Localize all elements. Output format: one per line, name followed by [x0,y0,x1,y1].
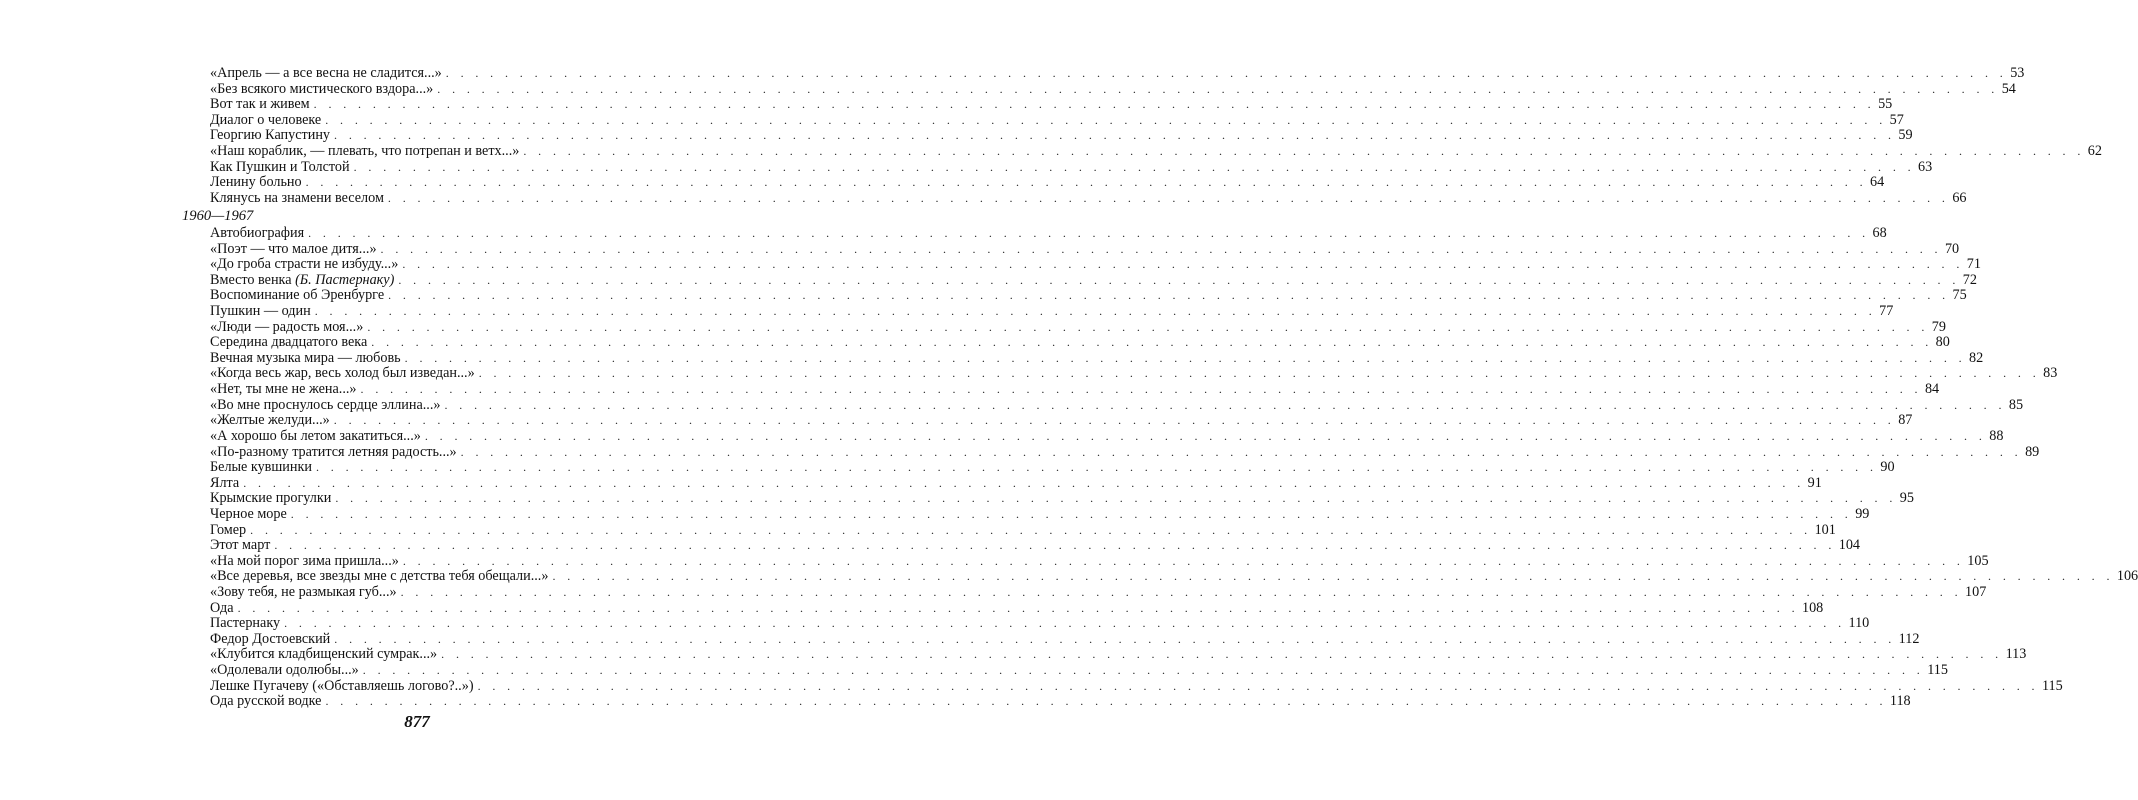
toc-entry-title-text: «Поэт — что малое дитя...» [210,240,377,257]
dot-leader [334,413,1895,429]
toc-entry-page: 79 [1931,318,1946,335]
toc-entry-title-text: «На мой порог зима пришла...» [210,552,399,569]
toc-entry-page: 62 [2087,143,2102,160]
dot-leader [250,523,1811,539]
section-heading: 1960—1967 [182,208,254,224]
toc-entry-title-text: Черное море [210,505,287,522]
toc-entry [210,427,2004,445]
toc-entry-title-text: «Нет, ты мне не жена...» [210,381,357,398]
toc-entry-title-text: Вечная музыка мира — любовь [210,349,401,366]
toc-entry [210,365,2058,382]
dot-leader [238,601,1799,617]
dot-leader [291,507,1852,523]
toc-entry-page: 110 [1848,615,1870,632]
toc-entry-title-text: Ленину больно [210,174,302,191]
toc-entry-title [210,398,440,414]
dot-leader [398,273,1959,289]
toc-entry-title [210,351,401,367]
toc-entry [210,521,1836,539]
toc-entry-title-text: Вот так и живем [210,96,310,113]
toc-entry-page: 101 [1814,521,1836,538]
toc-entry [210,287,1967,304]
toc-entry-title [210,585,397,601]
toc-entry-page: 118 [1889,693,1911,710]
toc-entry [210,646,2027,663]
toc-entry-title-text: Лешке Пугачеву («Обставляешь логово?..») [210,677,474,694]
toc-entry-title-text: «А хорошо бы летом закатиться...» [210,427,421,444]
toc-entry-title-text: Вместо венка [210,271,292,288]
toc-entry-title-text: Автобиография [210,225,305,241]
dot-leader [446,66,2007,82]
toc-entry-page: 104 [1838,537,1861,554]
toc-entry [210,96,1893,113]
toc-entry [210,381,1940,398]
toc-entry-page: 115 [2041,677,2063,694]
dot-leader [405,351,1966,367]
toc-entry-title [210,175,302,191]
toc-entry-title-text: «Апрель — а все весна не сладится...» [210,65,442,81]
dot-leader [316,460,1877,476]
toc-entry [210,474,1822,492]
toc-entry-title-text: Диалог о человеке [210,111,322,128]
toc-entry-page: 89 [2025,443,2040,460]
toc-entry-page: 68 [1872,225,1887,241]
toc-entry-page: 105 [1967,552,1989,569]
toc-entry-title [210,413,330,429]
toc-entry-title-text: Воспоминание об Эренбурге [210,287,385,304]
dot-leader [381,242,1942,258]
dot-leader [479,366,2040,382]
toc-entry-title-text: Пушкин — один [210,303,311,320]
dot-leader [388,288,1949,304]
toc-entry-title-text: «До гроба страсти не избуду...» [210,256,399,273]
toc-entry-page: 108 [1801,599,1824,616]
toc-entry-title-text: «Наш кораблик, — плевать, что потрепан и ветх...» [210,143,520,160]
dot-leader [402,257,1963,273]
toc-entry-page: 71 [1966,256,1981,273]
toc-entry-title-text: Ода [210,599,234,616]
toc-entry [210,303,1894,320]
toc-entry-page: 83 [2043,365,2058,382]
toc-entry-title-text: Середина двадцатого века [210,334,368,351]
toc-entry-title [210,128,330,144]
dot-leader [523,144,2084,160]
dot-leader [314,97,1875,113]
toc-entry-title [210,366,475,382]
toc-entry-page: 84 [1924,381,1940,398]
toc-entry [210,271,1977,289]
toc-entry-page: 113 [2005,646,2027,663]
toc-entry-title [210,288,384,304]
toc-entry-page: 106 [2116,568,2138,585]
toc-entry-note: (Б. Пастернаку) [295,271,395,288]
toc-entry [210,490,1914,507]
dot-leader [425,429,1986,445]
toc-entry-title [210,663,359,679]
toc-entry-title [210,304,311,320]
toc-entry-page: 85 [2008,396,2024,413]
toc-entry-title [210,523,246,539]
toc-entry-title [210,335,367,351]
toc-entry-title-text: «Когда весь жар, весь холод был изведан...» [210,365,475,382]
toc-entry-title-text: «Люди — радость моя...» [210,318,364,335]
toc-entry-page: 70 [1944,240,1960,257]
toc-entry [210,552,1989,570]
toc-entry-title [210,113,321,129]
page-number: 877 [404,712,430,731]
toc-entry-page: 107 [1965,584,1987,601]
toc-entry [210,443,2040,461]
toc-entry [210,349,1984,367]
toc-entry-title [210,160,350,176]
dot-leader [243,476,1804,492]
dot-leader [335,491,1896,507]
dot-leader [437,82,1998,98]
toc-entry-title-text: «Без всякого мистического вздора...» [210,80,434,97]
toc-entry-page: 55 [1878,96,1893,113]
toc-entry-title [210,647,437,663]
toc-entry-title [210,97,310,113]
toc-entry [210,459,1895,476]
toc-entry-title [210,538,270,554]
toc-entry [210,630,1920,648]
dot-leader [334,632,1895,648]
dot-leader [325,694,1886,710]
toc-entry-title [210,429,421,445]
dot-leader [388,191,1949,207]
dot-leader [478,679,2039,695]
toc-entry-title [210,257,398,273]
toc-entry-title-text: Этот март [210,537,271,554]
toc-entry [210,334,1950,351]
toc-entry-title [210,320,363,336]
dot-leader [274,538,1835,554]
toc-entry-page: 91 [1807,474,1822,491]
toc-entry-title [210,569,548,585]
toc-entry-page: 57 [1889,111,1904,128]
toc-entry [210,693,1911,710]
toc-entry-page: 64 [1870,174,1885,191]
toc-entry-page: 59 [1898,127,1913,144]
toc-entry-title [210,601,234,617]
toc-entry-title [210,507,287,523]
toc-entry [210,240,1960,258]
dot-leader [308,226,1869,242]
toc-entry-title-text: Ялта [210,474,240,491]
toc-entry [210,158,1933,176]
dot-leader [461,445,2022,461]
toc-entry-title-text: Белые кувшинки [210,459,312,476]
toc-entry-page: 88 [1989,427,2004,444]
toc-group-1 [210,65,2102,206]
toc-entry-page: 99 [1855,505,1870,522]
toc-entry-title-text: «По-разному тратится летняя радость...» [210,443,457,460]
dot-leader [334,128,1895,144]
toc-entry-title [210,226,304,242]
toc-entry-title-text: Федор Достоевский [210,630,331,647]
toc-entry-page: 112 [1898,630,1920,647]
toc-entry [210,662,1948,679]
toc-entry-page: 80 [1935,334,1950,351]
toc-entry-title [210,242,377,258]
toc-entry [210,111,1904,129]
toc-entry-page: 115 [1927,662,1948,679]
toc-entry-page: 77 [1879,303,1894,320]
toc-entry [210,143,2102,160]
toc-entry [210,396,2024,414]
dot-leader [306,175,1867,191]
toc-entry [210,127,1913,144]
dot-leader [315,304,1876,320]
toc-entry-page: 63 [1918,158,1933,175]
toc-entry-page: 75 [1952,287,1967,304]
toc-entry-title [210,632,330,648]
toc-entry [210,677,2063,695]
toc-entry-title [210,491,331,507]
toc-entry-title [210,144,519,160]
toc-entry [210,537,1861,554]
toc-entry-page: 72 [1962,271,1977,288]
toc-entry [210,65,2025,82]
toc-entry-page: 90 [1880,459,1895,476]
dot-leader [361,382,1922,398]
toc-entry [210,174,1885,191]
toc-group-2 [210,225,2138,710]
toc-entry [210,256,1981,273]
toc-entry [210,225,1887,242]
toc-entry-title-text: Крымские прогулки [210,490,332,507]
toc-entry-title [210,382,357,398]
dot-leader [552,569,2113,585]
dot-leader [354,160,1915,176]
toc-entry [210,189,1967,207]
toc-entry-page: 54 [2001,80,2016,97]
toc-entry-title-text: «Желтые желуди...» [210,412,330,429]
toc-entry-title [210,445,457,461]
dot-leader [401,585,1962,601]
toc-entry [210,412,1913,429]
toc-entry-title [210,554,399,570]
toc-entry-page: 87 [1898,412,1913,429]
toc-entry-title [210,66,442,82]
toc-entry [210,80,2016,98]
dot-leader [441,647,2002,663]
toc-entry [210,568,2138,585]
toc-entry-title [210,191,384,207]
toc-entry [210,505,1870,523]
toc-entry-title-text: Клянусь на знамени веселом [210,189,384,206]
toc-entry-title [210,273,394,289]
toc-entry-title-text: Гомер [210,521,247,538]
dot-leader [284,616,1845,632]
toc-entry-title-text: «Все деревья, все звезды мне с детства тебя обещали...» [210,568,549,585]
toc-entry-page: 95 [1899,490,1914,507]
dot-leader [371,335,1932,351]
toc-entry-title [210,476,239,492]
toc-entry [210,599,1824,617]
toc-entry-page: 53 [2010,65,2025,81]
toc-entry-page: 66 [1952,189,1967,206]
dot-leader [444,398,2005,414]
toc-entry-title [210,460,312,476]
toc-entry-title-text: «Во мне проснулось сердце эллина...» [210,396,441,413]
toc-entry-title [210,679,474,695]
toc-entry-title-text: «Одолевали одолюбы...» [210,662,359,679]
dot-leader [367,320,1928,336]
toc-entry [210,318,1946,336]
toc-entry [210,584,1987,601]
toc-entry-title [210,82,433,98]
toc-entry-title-text: «Зову тебя, не размыкая губ...» [210,584,397,601]
dot-leader [403,554,1964,570]
toc-entry-page: 82 [1969,349,1984,366]
toc-entry-title-text: Ода русской водке [210,693,322,710]
toc-entry-title-text: Пастернаку [210,615,281,632]
toc-entry-title [210,694,321,710]
toc-entry-title-text: Как Пушкин и Толстой [210,158,350,175]
toc-entry-title [210,616,280,632]
toc-entry-title-text: Георгию Капустину [210,127,331,144]
dot-leader [363,663,1924,679]
dot-leader [325,113,1886,129]
toc-entry-title-text: «Клубится кладбищенский сумрак...» [210,646,438,663]
toc-entry [210,615,1870,632]
